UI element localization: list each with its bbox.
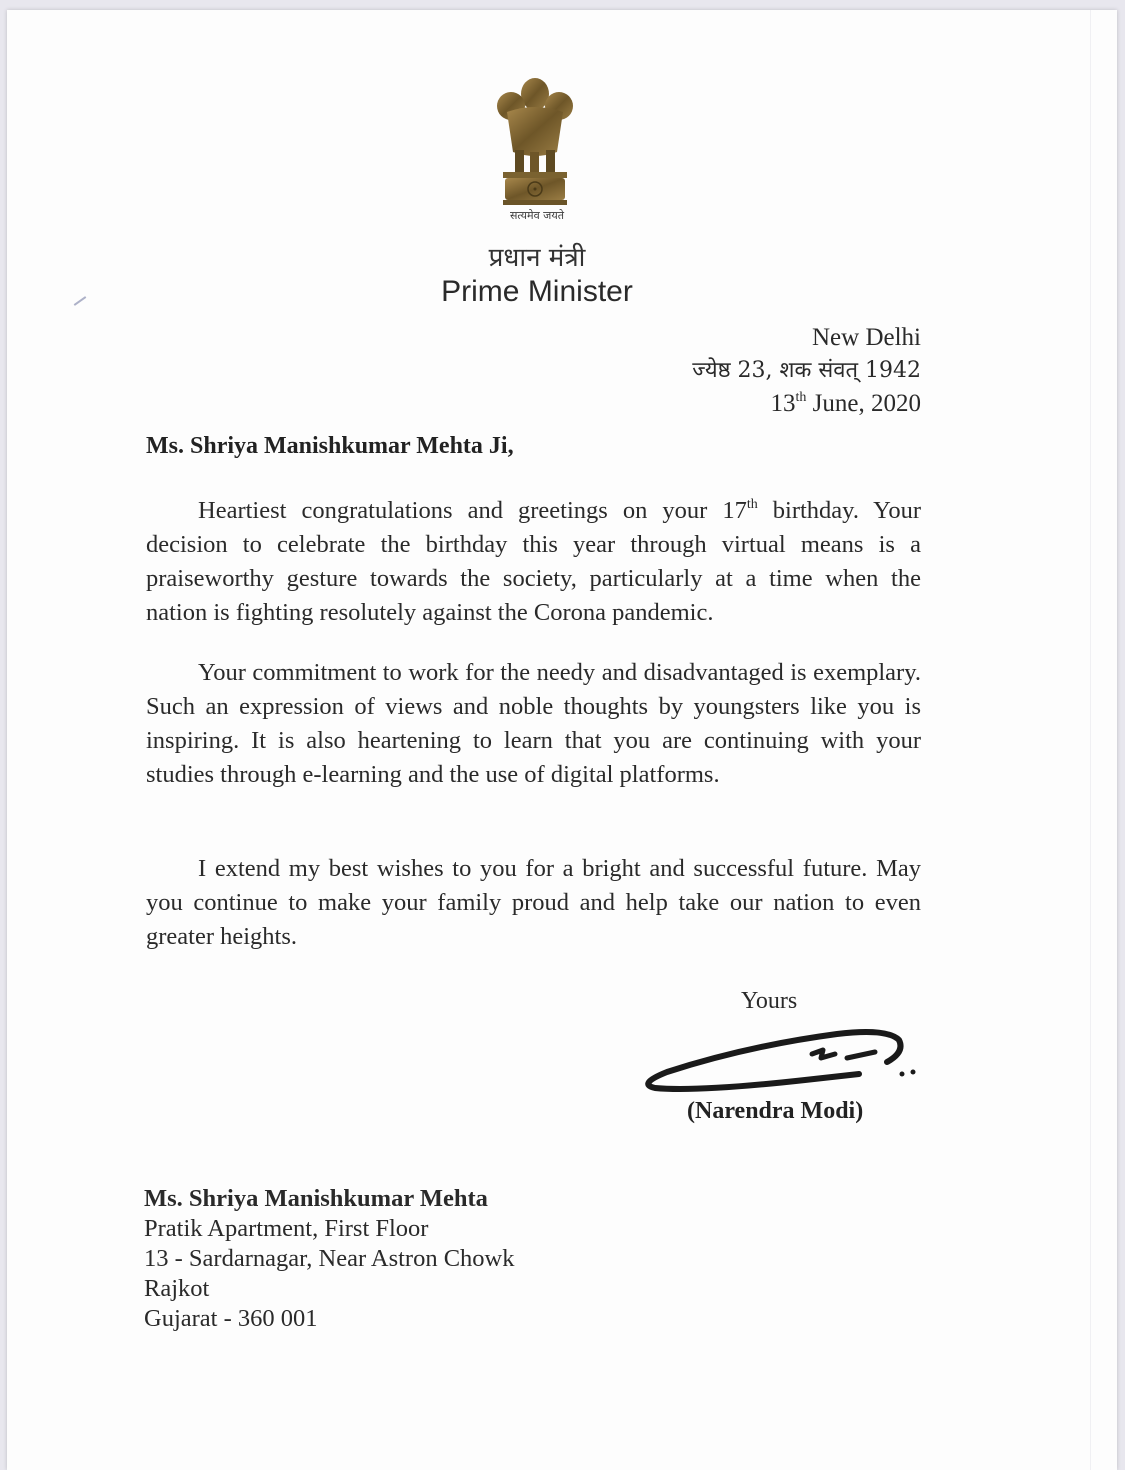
paper-speck (74, 296, 87, 306)
address-line-3: Rajkot (144, 1275, 210, 1302)
date-rest: June, 2020 (806, 390, 921, 417)
valediction: Yours (741, 988, 798, 1014)
paragraph-2-text: Your commitment to work for the needy and disadvantaged is exemplary. Such an expression of views and noble thoughts by youngsters like you is inspiring. It is also heartening to learn that you are continuing with your studies through e-learning and the use of digital platforms. (146, 659, 921, 788)
paragraph-3 (146, 852, 921, 954)
date-day-suffix: th (795, 390, 807, 405)
paragraph-1-part2: birthday. Your decision to celebrate the birthday this year through virtual means is a praiseworthy gesture towards the society, particularly at a time when the nation is fighting resolutely against the Corona pandemic. (146, 497, 921, 626)
recipient-address (144, 1184, 515, 1334)
national-emblem-icon (485, 72, 585, 212)
address-line-4: Gujarat - 360 001 (144, 1305, 318, 1332)
hindi-date: ज्येष्ठ 23, शक संवत् 1942 (692, 358, 921, 383)
signature-icon (637, 1022, 927, 1102)
address-line-1: Pratik Apartment, First Floor (144, 1215, 429, 1242)
salutation: Ms. Shriya Manishkumar Mehta Ji, (146, 433, 514, 459)
recipient-name: Ms. Shriya Manishkumar Mehta (144, 1185, 488, 1212)
emblem-motto: सत्यमेव जयते (509, 209, 564, 222)
signatory-name: (Narendra Modi) (687, 1098, 864, 1124)
address-line-2: 13 - Sardarnagar, Near Astron Chowk (144, 1245, 515, 1272)
place: New Delhi (812, 324, 921, 351)
paragraph-3-text: I extend my best wishes to you for a bright and successful future. May you continue to make your family proud and help take our nation to even greater heights. (146, 855, 921, 950)
paragraph-1-part1: Heartiest congratulations and greetings on your 17 (198, 497, 747, 524)
letter-page (7, 10, 1117, 1470)
paragraph-2 (146, 656, 921, 792)
page-edge (1090, 10, 1117, 1470)
date-day: 13 (770, 390, 796, 417)
title-english: Prime Minister (441, 275, 633, 308)
ordinal-suffix: th (746, 497, 758, 512)
paragraph-1 (146, 494, 921, 630)
gregorian-date (692, 387, 921, 420)
date-block (692, 321, 921, 420)
title-hindi: प्रधान मंत्री (488, 243, 586, 273)
